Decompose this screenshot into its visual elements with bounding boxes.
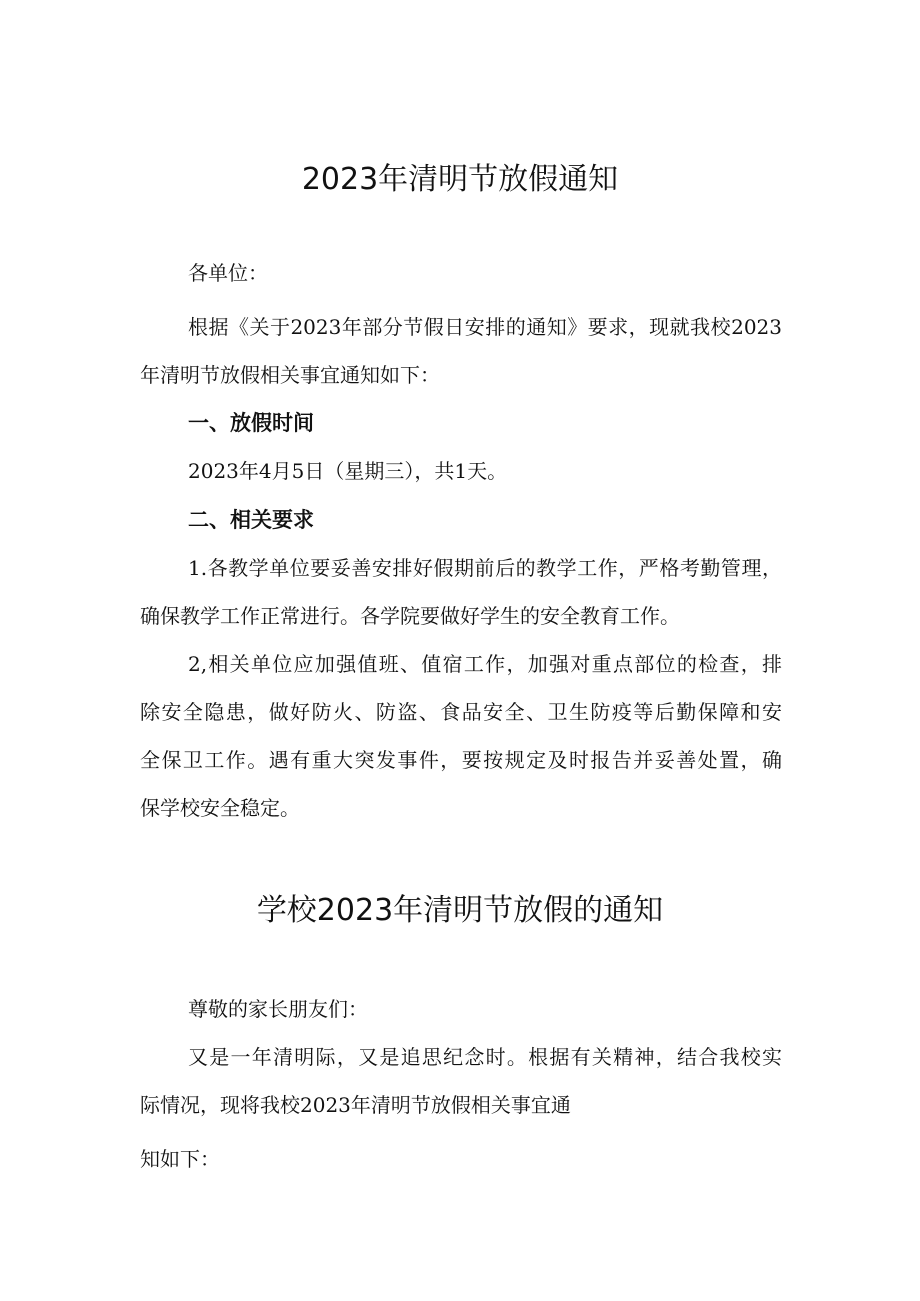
notice-1-req-1-line-2: 确保教学工作正常进行。各学院要做好学生的安全教育工作。 (140, 604, 680, 628)
notice-2-salutation: 尊敬的家长朋友们： (188, 997, 368, 1021)
notice-1-req-2-line-2: 除安全隐患，做好防火、防盗、食品安全、卫生防疫等后勤保障和安 (140, 700, 782, 724)
notice-1-section-1-heading: 一、放假时间 (188, 411, 314, 435)
notice-2-body-line-1: 又是一年清明际，又是追思纪念时。根据有关精神，结合我校实 (188, 1045, 782, 1069)
notice-2-body-line-3: 知如下： (140, 1147, 220, 1171)
notice-1-intro-line-2: 年清明节放假相关事宜通知如下： (140, 363, 440, 387)
notice-1-section-2-heading: 二、相关要求 (188, 508, 314, 532)
notice-2-title: 学校2023年清明节放假的通知 (256, 893, 664, 928)
notice-2-body-line-2: 际情况，现将我校2023年清明节放假相关事宜通 (140, 1093, 571, 1117)
notice-1-salutation: 各单位： (188, 261, 268, 285)
notice-1-req-2-line-4: 保学校安全稳定。 (140, 796, 300, 820)
notice-1-req-2-line-1: 2,相关单位应加强值班、值宿工作，加强对重点部位的检查，排 (188, 652, 782, 676)
notice-1-section-1-text: 2023年4月5日（星期三），共1天。 (188, 459, 508, 483)
notice-1-title: 2023年清明节放假通知 (301, 162, 619, 197)
notice-1-req-1-line-1: 1.各教学单位要妥善安排好假期前后的教学工作，严格考勤管理， (188, 556, 782, 580)
notice-1-req-2-line-3: 全保卫工作。遇有重大突发事件，要按规定及时报告并妥善处置，确 (140, 748, 782, 772)
notice-1-intro-line-1: 根据《关于2023年部分节假日安排的通知》要求，现就我校2023 (188, 315, 782, 339)
